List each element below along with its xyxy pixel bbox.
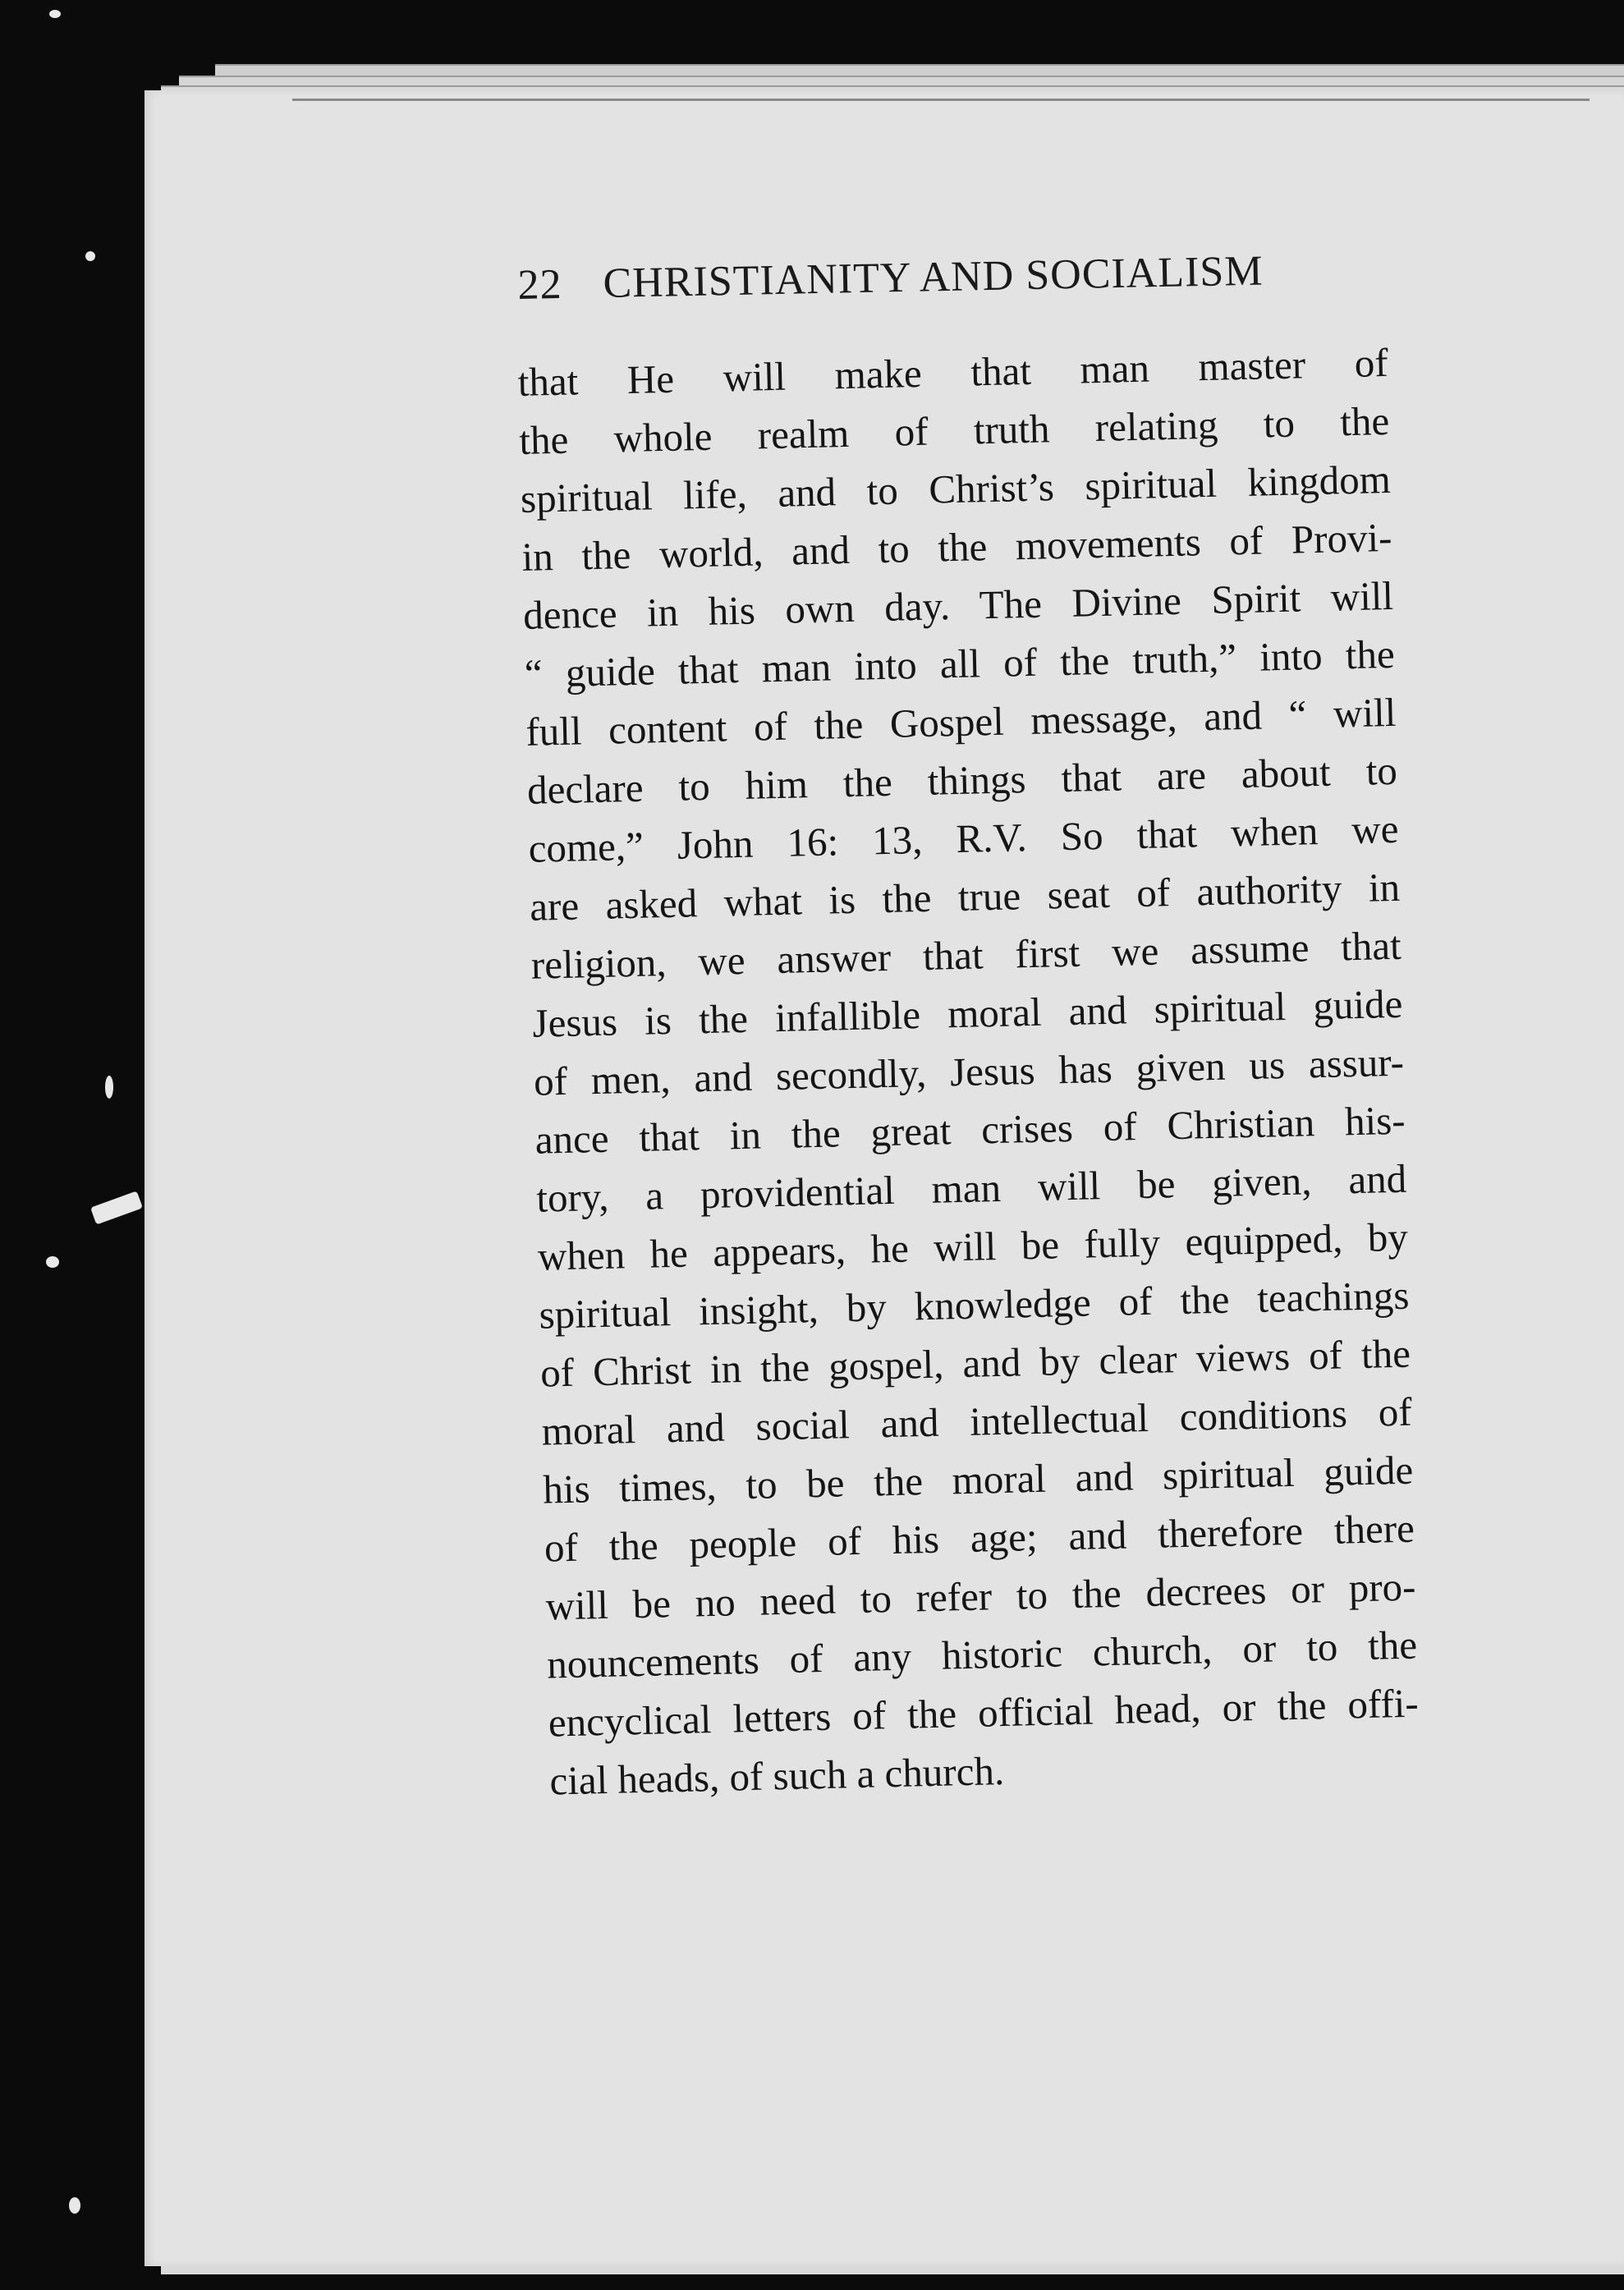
- text-line: spiritual life, and to Christ’s spiritual kingdom: [520, 456, 1392, 521]
- scan-speck: [49, 10, 61, 18]
- text-line: his times, to be the moral and spiritual guide: [542, 1447, 1414, 1512]
- page-top-edge: [292, 99, 1590, 101]
- text-line: ance that in the great crises of Christian his-: [534, 1097, 1406, 1163]
- text-line: full content of the Gospel message, and “ will: [525, 689, 1397, 755]
- scan-speck: [105, 1076, 113, 1099]
- text-line: the whole realm of truth relating to the: [518, 397, 1390, 463]
- text-line: encyclical letters of the official head, or the offi-: [548, 1680, 1420, 1746]
- text-line: tory, a providential man will be given, and: [535, 1155, 1407, 1221]
- scan-speck: [85, 251, 95, 261]
- text-line: that He will make that man master of: [517, 339, 1389, 405]
- text-line: religion, we answer that first we assume that: [530, 922, 1402, 988]
- page-number: 22: [517, 260, 563, 309]
- text-line: in the world, and to the movements of Provi-: [521, 514, 1392, 580]
- text-line: when he appears, he will be fully equipped, by: [537, 1214, 1409, 1279]
- text-line: cial heads, of such a church.: [548, 1747, 1005, 1804]
- text-line: “ guide that man into all of the truth,” into the: [524, 631, 1396, 696]
- scan-speck: [69, 2197, 80, 2214]
- text-line: moral and social and intellectual conditions of: [541, 1388, 1413, 1454]
- text-line: come,” John 16: 13, R.V. So that when we: [528, 805, 1400, 871]
- text-line: declare to him the things that are about to: [526, 747, 1398, 813]
- text-line: of the people of his age; and therefore there: [544, 1505, 1415, 1571]
- text-line: of men, and secondly, Jesus has given us assur-: [533, 1039, 1405, 1104]
- running-title: CHRISTIANITY AND SOCIALISM: [603, 247, 1264, 307]
- scan-speck: [46, 1256, 59, 1268]
- text-line: nouncements of any historic church, or to the: [546, 1622, 1418, 1687]
- text-line: spiritual insight, by knowledge of the teachings: [538, 1272, 1410, 1338]
- text-line: will be no need to refer to the decrees or pro-: [545, 1563, 1416, 1629]
- text-line: are asked what is the true seat of authority in: [529, 864, 1401, 929]
- text-line: dence in his own day. The Divine Spirit will: [522, 572, 1394, 638]
- text-line: of Christ in the gospel, and by clear views of the: [539, 1330, 1411, 1396]
- text-line: Jesus is the infallible moral and spiritual guide: [531, 980, 1403, 1046]
- scan-speck: [90, 1191, 143, 1224]
- body-paragraph: [517, 333, 1420, 1810]
